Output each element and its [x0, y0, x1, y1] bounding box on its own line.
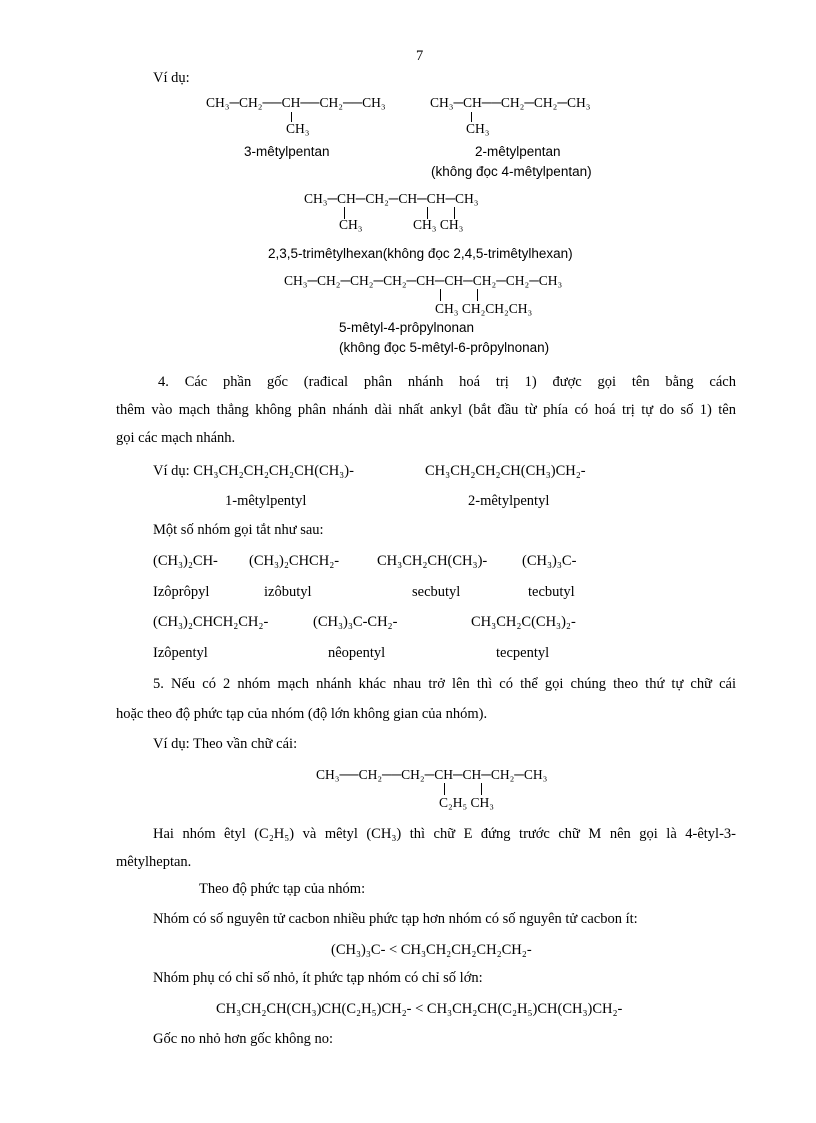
example-label: Ví dụ:: [153, 70, 190, 86]
structure-4-chain: CH₃─CH₂─CH₂─CH₂─CH─CH─CH₂─CH₂─CH₃: [284, 273, 563, 288]
rule-2: Nhóm phụ có chỉ số nhỏ, ít phức tạp nhóm có chỉ số lớn:: [153, 970, 483, 986]
complexity-heading: Theo độ phức tạp của nhóm:: [199, 881, 366, 897]
structure-1-chain: CH₃─CH₂──CH──CH₂──CH₃: [206, 95, 386, 110]
section4-example-name-1: 1-mêtylpentyl: [225, 493, 307, 509]
section5-explain-line2: mêtylheptan.: [116, 854, 192, 870]
structure-3-branch-a: CH₃: [339, 217, 363, 232]
group-formula: (CH₃)₂CHCH₂CH₂-: [153, 614, 269, 630]
structure-4-bond-b: [477, 289, 478, 301]
structure-3-branch-bc: CH₃ CH₃: [413, 217, 464, 232]
rule-1-formula: (CH₃)₃C- < CH₃CH₂CH₂CH₂CH₂-: [331, 942, 532, 958]
group-name: Izôprôpyl: [153, 584, 210, 600]
group-formula: (CH₃)₃C-CH₂-: [313, 614, 398, 630]
group-name: tecbutyl: [528, 584, 575, 600]
section5-line2: hoặc theo độ phức tạp của nhóm (độ lớn không gian của nhóm).: [116, 706, 488, 722]
structure-1-branch: CH₃: [286, 121, 310, 136]
rule-3: Gốc no nhỏ hơn gốc không no:: [153, 1031, 334, 1047]
abbrev-intro: Một số nhóm gọi tắt như sau:: [153, 522, 324, 538]
structure-3-chain: CH₃─CH─CH₂─CH─CH─CH₃: [304, 191, 479, 206]
structure-5-bond-b: [481, 783, 482, 795]
structure-5-bond-a: [444, 783, 445, 795]
structure-1-name: 3-mêtylpentan: [244, 144, 330, 159]
section4-example-name-2: 2-mêtylpentyl: [468, 493, 550, 509]
rule-1: Nhóm có số nguyên tử cacbon nhiều phức tạp hơn nhóm có số nguyên tử cacbon ít:: [153, 911, 638, 927]
structure-5-branch: C₂H₅ CH₃: [439, 795, 495, 810]
structure-2-chain: CH₃─CH──CH₂─CH₂─CH₃: [430, 95, 591, 110]
section4-line1: 4. Các phần gốc (rađical phân nhánh hoá trị 1) được gọi tên bằng cách: [158, 374, 736, 390]
structure-2-note: (không đọc 4-mêtylpentan): [431, 164, 592, 179]
group-formula: (CH₃)₂CHCH₂-: [249, 553, 340, 569]
group-formula: (CH₃)₃C-: [522, 553, 577, 569]
section5-explain-line1: Hai nhóm êtyl (C₂H₅) và mêtyl (CH₃) thì chữ E đứng trước chữ M nên gọi là 4-êtyl-3-: [153, 826, 736, 842]
section4-line2: thêm vào mạch thẳng không phân nhánh dài nhất ankyl (bắt đầu từ phía có hoá trị tự do số 1) tên: [116, 402, 736, 418]
group-name: Izôpentyl: [153, 645, 208, 661]
structure-4-branch: CH₃ CH₂CH₂CH₃: [435, 301, 533, 316]
structure-3-name: 2,3,5-trimêtylhexan(không đọc 2,4,5-trimêtylhexan): [268, 246, 573, 261]
structure-5-chain: CH₃──CH₂──CH₂─CH─CH─CH₂─CH₃: [316, 767, 548, 782]
group-formula: (CH₃)₂CH-: [153, 553, 218, 569]
structure-4-name: 5-mêtyl-4-prôpylnonan: [339, 320, 475, 335]
section4-example-formula-2: CH₃CH₂CH₂CH(CH₃)CH₂-: [425, 463, 586, 479]
section5-example-alpha: Ví dụ: Theo vần chữ cái:: [153, 736, 298, 752]
group-name: secbutyl: [412, 584, 461, 600]
section4-line3: gọi các mạch nhánh.: [116, 430, 236, 446]
section4-example-formula-1: Ví dụ: CH₃CH₂CH₂CH₂CH(CH₃)-: [153, 463, 354, 479]
rule-2-formula: CH₃CH₂CH(CH₃)CH(C₂H₅)CH₂- < CH₃CH₂CH(C₂H₅)CH(CH₃)CH₂-: [216, 1001, 623, 1017]
group-formula: CH₃CH₂C(CH₃)₂-: [471, 614, 576, 630]
structure-2-branch: CH₃: [466, 121, 490, 136]
structure-4-bond-a: [440, 289, 441, 301]
structure-4-note: (không đọc 5-mêtyl-6-prôpylnonan): [339, 340, 550, 355]
section5-line1: 5. Nếu có 2 nhóm mạch nhánh khác nhau trở lên thì có thể gọi chúng theo thứ tự chữ cái: [153, 676, 736, 692]
group-name: izôbutyl: [264, 584, 312, 600]
page-number: 7: [416, 48, 424, 64]
structure-2-name: 2-mêtylpentan: [475, 144, 561, 159]
group-name: nêopentyl: [328, 645, 386, 661]
group-name: tecpentyl: [496, 645, 550, 661]
group-formula: CH₃CH₂CH(CH₃)-: [377, 553, 488, 569]
